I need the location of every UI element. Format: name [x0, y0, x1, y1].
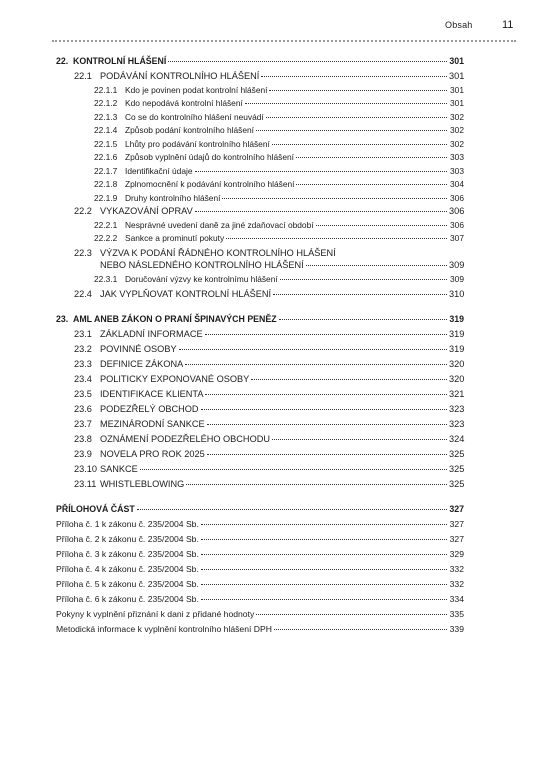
toc-leader	[266, 117, 447, 118]
toc-leader	[222, 198, 447, 199]
toc-section-23-6[interactable]	[56, 404, 464, 414]
toc-leader	[179, 349, 447, 350]
toc-number: 22.1.2	[94, 98, 118, 108]
toc-page: 320	[449, 374, 465, 384]
toc-number: 22.3.1	[94, 274, 118, 284]
toc-appendix-5[interactable]	[56, 579, 464, 589]
toc-leader	[205, 334, 447, 335]
toc-page: 329	[449, 549, 464, 559]
toc-sub-22-3-1[interactable]	[56, 274, 464, 284]
toc-leader	[280, 279, 447, 280]
toc-sub-22-1-5[interactable]	[56, 139, 464, 149]
toc-leader	[306, 265, 447, 266]
toc-title: DEFINICE ZÁKONA	[100, 359, 184, 369]
toc-page: 301	[450, 85, 464, 95]
toc-title: OZNÁMENÍ PODEZŘELÉHO OBCHODU	[100, 434, 270, 444]
toc-title: PŘÍLOHOVÁ ČÁST	[56, 504, 135, 514]
toc-title: VÝZVA K PODÁNÍ ŘÁDNÉHO KONTROLNÍHO HLÁŠENÍ	[100, 248, 336, 258]
toc-leader	[256, 130, 447, 131]
toc-number: 22.1.9	[94, 193, 118, 203]
toc-section-22-1[interactable]	[56, 71, 464, 81]
toc-leader	[251, 379, 447, 380]
toc-section-23-7[interactable]	[56, 419, 464, 429]
toc-number: 22.4	[74, 289, 92, 299]
toc-title: MEZINÁRODNÍ SANKCE	[100, 419, 205, 429]
toc-leader	[201, 539, 447, 540]
toc-leader	[296, 184, 447, 185]
toc-section-23-1[interactable]	[56, 329, 464, 339]
page-number: 11	[502, 19, 514, 31]
toc-section-22-2[interactable]	[56, 206, 464, 216]
toc-sub-22-1-6[interactable]	[56, 152, 464, 162]
toc-title: Zplnomocnění k podávání kontrolního hlášení	[125, 179, 295, 189]
toc-leader	[279, 319, 447, 320]
toc-title: Způsob podání kontrolního hlášení	[125, 125, 254, 135]
toc-sub-22-1-8[interactable]	[56, 179, 464, 189]
toc-number: 22.1.1	[94, 85, 118, 95]
toc-number: 23.2	[74, 344, 92, 354]
toc-number: 23.9	[74, 449, 92, 459]
toc-title: JAK VYPLŇOVAT KONTROLNÍ HLÁŠENÍ	[100, 289, 272, 299]
toc-page: 306	[450, 220, 464, 230]
toc-leader	[245, 103, 447, 104]
toc-appendix-8[interactable]	[56, 624, 464, 634]
toc-title: AML ANEB ZÁKON O PRANÍ ŠPINAVÝCH PENĚZ	[73, 314, 277, 324]
toc-title: SANKCE	[100, 464, 138, 474]
toc-number: 23.6	[74, 404, 92, 414]
toc-page: 309	[449, 260, 465, 270]
toc-title: POVINNÉ OSOBY	[100, 344, 177, 354]
toc-number: 23.10	[74, 464, 97, 474]
toc-sub-22-1-9[interactable]	[56, 193, 464, 203]
toc-leader	[226, 238, 447, 239]
toc-page: 323	[449, 419, 465, 429]
toc-title: Kdo je povinen podat kontrolní hlášení	[125, 85, 268, 95]
toc-title: Způsob vyplnění údajů do kontrolního hlášení	[125, 152, 295, 162]
toc-leader	[140, 469, 447, 470]
toc-page: 324	[449, 434, 465, 444]
toc-title: Doručování výzvy ke kontrolnímu hlášení	[125, 274, 278, 284]
toc-leader	[195, 211, 447, 212]
toc-appendix-heading[interactable]	[56, 504, 464, 514]
toc-leader	[195, 171, 447, 172]
toc-page: 327	[449, 519, 464, 529]
toc-number: 23.7	[74, 419, 92, 429]
toc-leader	[201, 599, 447, 600]
toc-section-22-4[interactable]	[56, 289, 464, 299]
toc-number: 22.1.7	[94, 166, 118, 176]
toc-leader	[185, 364, 447, 365]
toc-title: Příloha č. 5 k zákonu č. 235/2004 Sb.	[56, 579, 199, 589]
toc-page: 319	[449, 344, 465, 354]
toc-page: 303	[450, 152, 464, 162]
toc-title: NOVELA PRO ROK 2025	[100, 449, 205, 459]
toc-appendix-7[interactable]	[56, 609, 464, 619]
toc-leader	[201, 584, 447, 585]
toc-number: 22.1.5	[94, 139, 118, 149]
toc-title: Sankce a prominutí pokuty	[125, 233, 225, 243]
toc-leader	[296, 157, 447, 158]
toc-title: Lhůty pro podávání kontrolního hlášení	[125, 139, 270, 149]
toc-number: 22.1.8	[94, 179, 118, 189]
toc-number: 22.	[56, 56, 69, 66]
toc-title: WHISTLEBLOWING	[100, 479, 185, 489]
toc-number: 22.2.2	[94, 233, 118, 243]
toc-page: 321	[449, 389, 465, 399]
toc-title: PODEZŘELÝ OBCHOD	[100, 404, 199, 414]
toc-title-continued: NEBO NÁSLEDNÉHO KONTROLNÍHO HLÁŠENÍ	[100, 260, 304, 270]
toc-leader	[205, 394, 447, 395]
toc-number: 23.11	[74, 479, 97, 489]
toc-leader	[137, 509, 447, 510]
toc-section-23-10[interactable]	[56, 464, 464, 474]
toc-chapter-23[interactable]	[56, 314, 464, 324]
toc-page: 335	[449, 609, 464, 619]
toc-leader	[261, 76, 447, 77]
toc-title: Nesprávné uvedení daně za jiné zdaňovací období	[125, 220, 314, 230]
toc-title: Příloha č. 6 k zákonu č. 235/2004 Sb.	[56, 594, 199, 604]
toc-sub-22-2-2[interactable]	[56, 233, 464, 243]
toc-leader	[274, 629, 447, 630]
toc-page: 332	[449, 579, 464, 589]
toc-page: 320	[449, 359, 465, 369]
toc-sub-22-2-1[interactable]	[56, 220, 464, 230]
toc-sub-22-1-2[interactable]	[56, 98, 464, 108]
toc-title: ZÁKLADNÍ INFORMACE	[100, 329, 203, 339]
toc-number: 22.1.6	[94, 152, 118, 162]
toc-title: PODÁVÁNÍ KONTROLNÍHO HLÁŠENÍ	[100, 71, 260, 81]
toc-page: 306	[449, 206, 465, 216]
toc-section-22-3[interactable]	[56, 248, 464, 274]
toc-sub-22-1-7[interactable]	[56, 166, 464, 176]
toc-section-23-3[interactable]	[56, 359, 464, 369]
toc-title: Metodická informace k vyplnění kontrolního hlášení DPH	[56, 624, 272, 634]
toc-page: 302	[450, 125, 464, 135]
toc-page: 325	[449, 464, 465, 474]
toc-leader	[207, 454, 447, 455]
toc-appendix-2[interactable]	[56, 534, 464, 544]
toc-page: 339	[449, 624, 464, 634]
toc-section-23-4[interactable]	[56, 374, 464, 384]
toc-page: 307	[450, 233, 464, 243]
toc-number: 22.2	[74, 206, 92, 216]
toc-leader	[201, 569, 447, 570]
toc-title: Identifikační údaje	[125, 166, 193, 176]
toc-title: Příloha č. 4 k zákonu č. 235/2004 Sb.	[56, 564, 199, 574]
toc-title: Kdo nepodává kontrolní hlášení	[125, 98, 243, 108]
toc-leader	[272, 144, 447, 145]
toc-page: 306	[450, 193, 464, 203]
toc-page: 301	[449, 71, 465, 81]
toc-page: 325	[449, 449, 465, 459]
toc-title: Příloha č. 1 k zákonu č. 235/2004 Sb.	[56, 519, 199, 529]
toc-page: 310	[449, 289, 465, 299]
toc-title: KONTROLNÍ HLÁŠENÍ	[73, 56, 167, 66]
toc-title: Příloha č. 2 k zákonu č. 235/2004 Sb.	[56, 534, 199, 544]
toc-leader	[316, 225, 447, 226]
toc-number: 23.4	[74, 374, 92, 384]
toc-sub-22-1-4[interactable]	[56, 125, 464, 135]
toc-number: 22.2.1	[94, 220, 118, 230]
toc-page: 332	[449, 564, 464, 574]
toc-leader	[186, 484, 447, 485]
toc-appendix-6[interactable]	[56, 594, 464, 604]
toc-page: 302	[450, 139, 464, 149]
toc-appendix-4[interactable]	[56, 564, 464, 574]
toc-page: 327	[449, 534, 464, 544]
toc-appendix-3[interactable]	[56, 549, 464, 559]
toc-number: 22.1	[74, 71, 92, 81]
toc-number: 23.	[56, 314, 69, 324]
toc-title: Druhy kontrolního hlášení	[125, 193, 221, 203]
toc-page: 319	[449, 314, 464, 324]
toc-title: IDENTIFIKACE KLIENTA	[100, 389, 204, 399]
toc-section-23-9[interactable]	[56, 449, 464, 459]
toc-leader	[201, 554, 447, 555]
toc-leader	[272, 439, 447, 440]
toc-page: 325	[449, 479, 465, 489]
toc-section-23-11[interactable]	[56, 479, 464, 489]
toc-appendix-1[interactable]	[56, 519, 464, 529]
toc-page: 319	[449, 329, 465, 339]
toc-page: 327	[449, 504, 464, 514]
toc-title: Příloha č. 3 k zákonu č. 235/2004 Sb.	[56, 549, 199, 559]
header-divider	[52, 40, 516, 42]
toc-leader	[273, 294, 447, 295]
toc-title: POLITICKY EXPONOVANÉ OSOBY	[100, 374, 250, 384]
toc-sub-22-1-1[interactable]	[56, 85, 464, 95]
toc-number: 22.1.4	[94, 125, 118, 135]
toc-number: 23.8	[74, 434, 92, 444]
toc-page: 323	[449, 404, 465, 414]
toc-page: 302	[450, 112, 464, 122]
toc-number: 22.3	[74, 248, 92, 258]
toc-chapter-22[interactable]	[56, 56, 464, 66]
toc-leader	[201, 524, 447, 525]
toc-leader	[168, 61, 447, 62]
toc-title: Co se do kontrolního hlášení neuvádí	[125, 112, 264, 122]
toc-section-23-2[interactable]	[56, 344, 464, 354]
toc-page: 309	[450, 274, 464, 284]
toc-page: 301	[450, 98, 464, 108]
toc-number: 23.5	[74, 389, 92, 399]
header-title: Obsah	[445, 20, 473, 30]
toc-page: 334	[449, 594, 464, 604]
toc-page: 304	[450, 179, 464, 189]
toc-leader	[201, 409, 447, 410]
toc-page: 301	[449, 56, 464, 66]
toc-number: 22.1.3	[94, 112, 118, 122]
toc-leader	[207, 424, 447, 425]
toc-number: 23.3	[74, 359, 92, 369]
toc-sub-22-1-3[interactable]	[56, 112, 464, 122]
toc-leader	[269, 90, 447, 91]
toc-page: 303	[450, 166, 464, 176]
toc-number: 23.1	[74, 329, 92, 339]
toc-section-23-8[interactable]	[56, 434, 464, 444]
toc-leader	[256, 614, 447, 615]
toc-title: Pokyny k vyplnění přiznání k dani z přidané hodnoty	[56, 609, 255, 619]
toc-section-23-5[interactable]	[56, 389, 464, 399]
toc-title: VYKAZOVÁNÍ OPRAV	[100, 206, 193, 216]
